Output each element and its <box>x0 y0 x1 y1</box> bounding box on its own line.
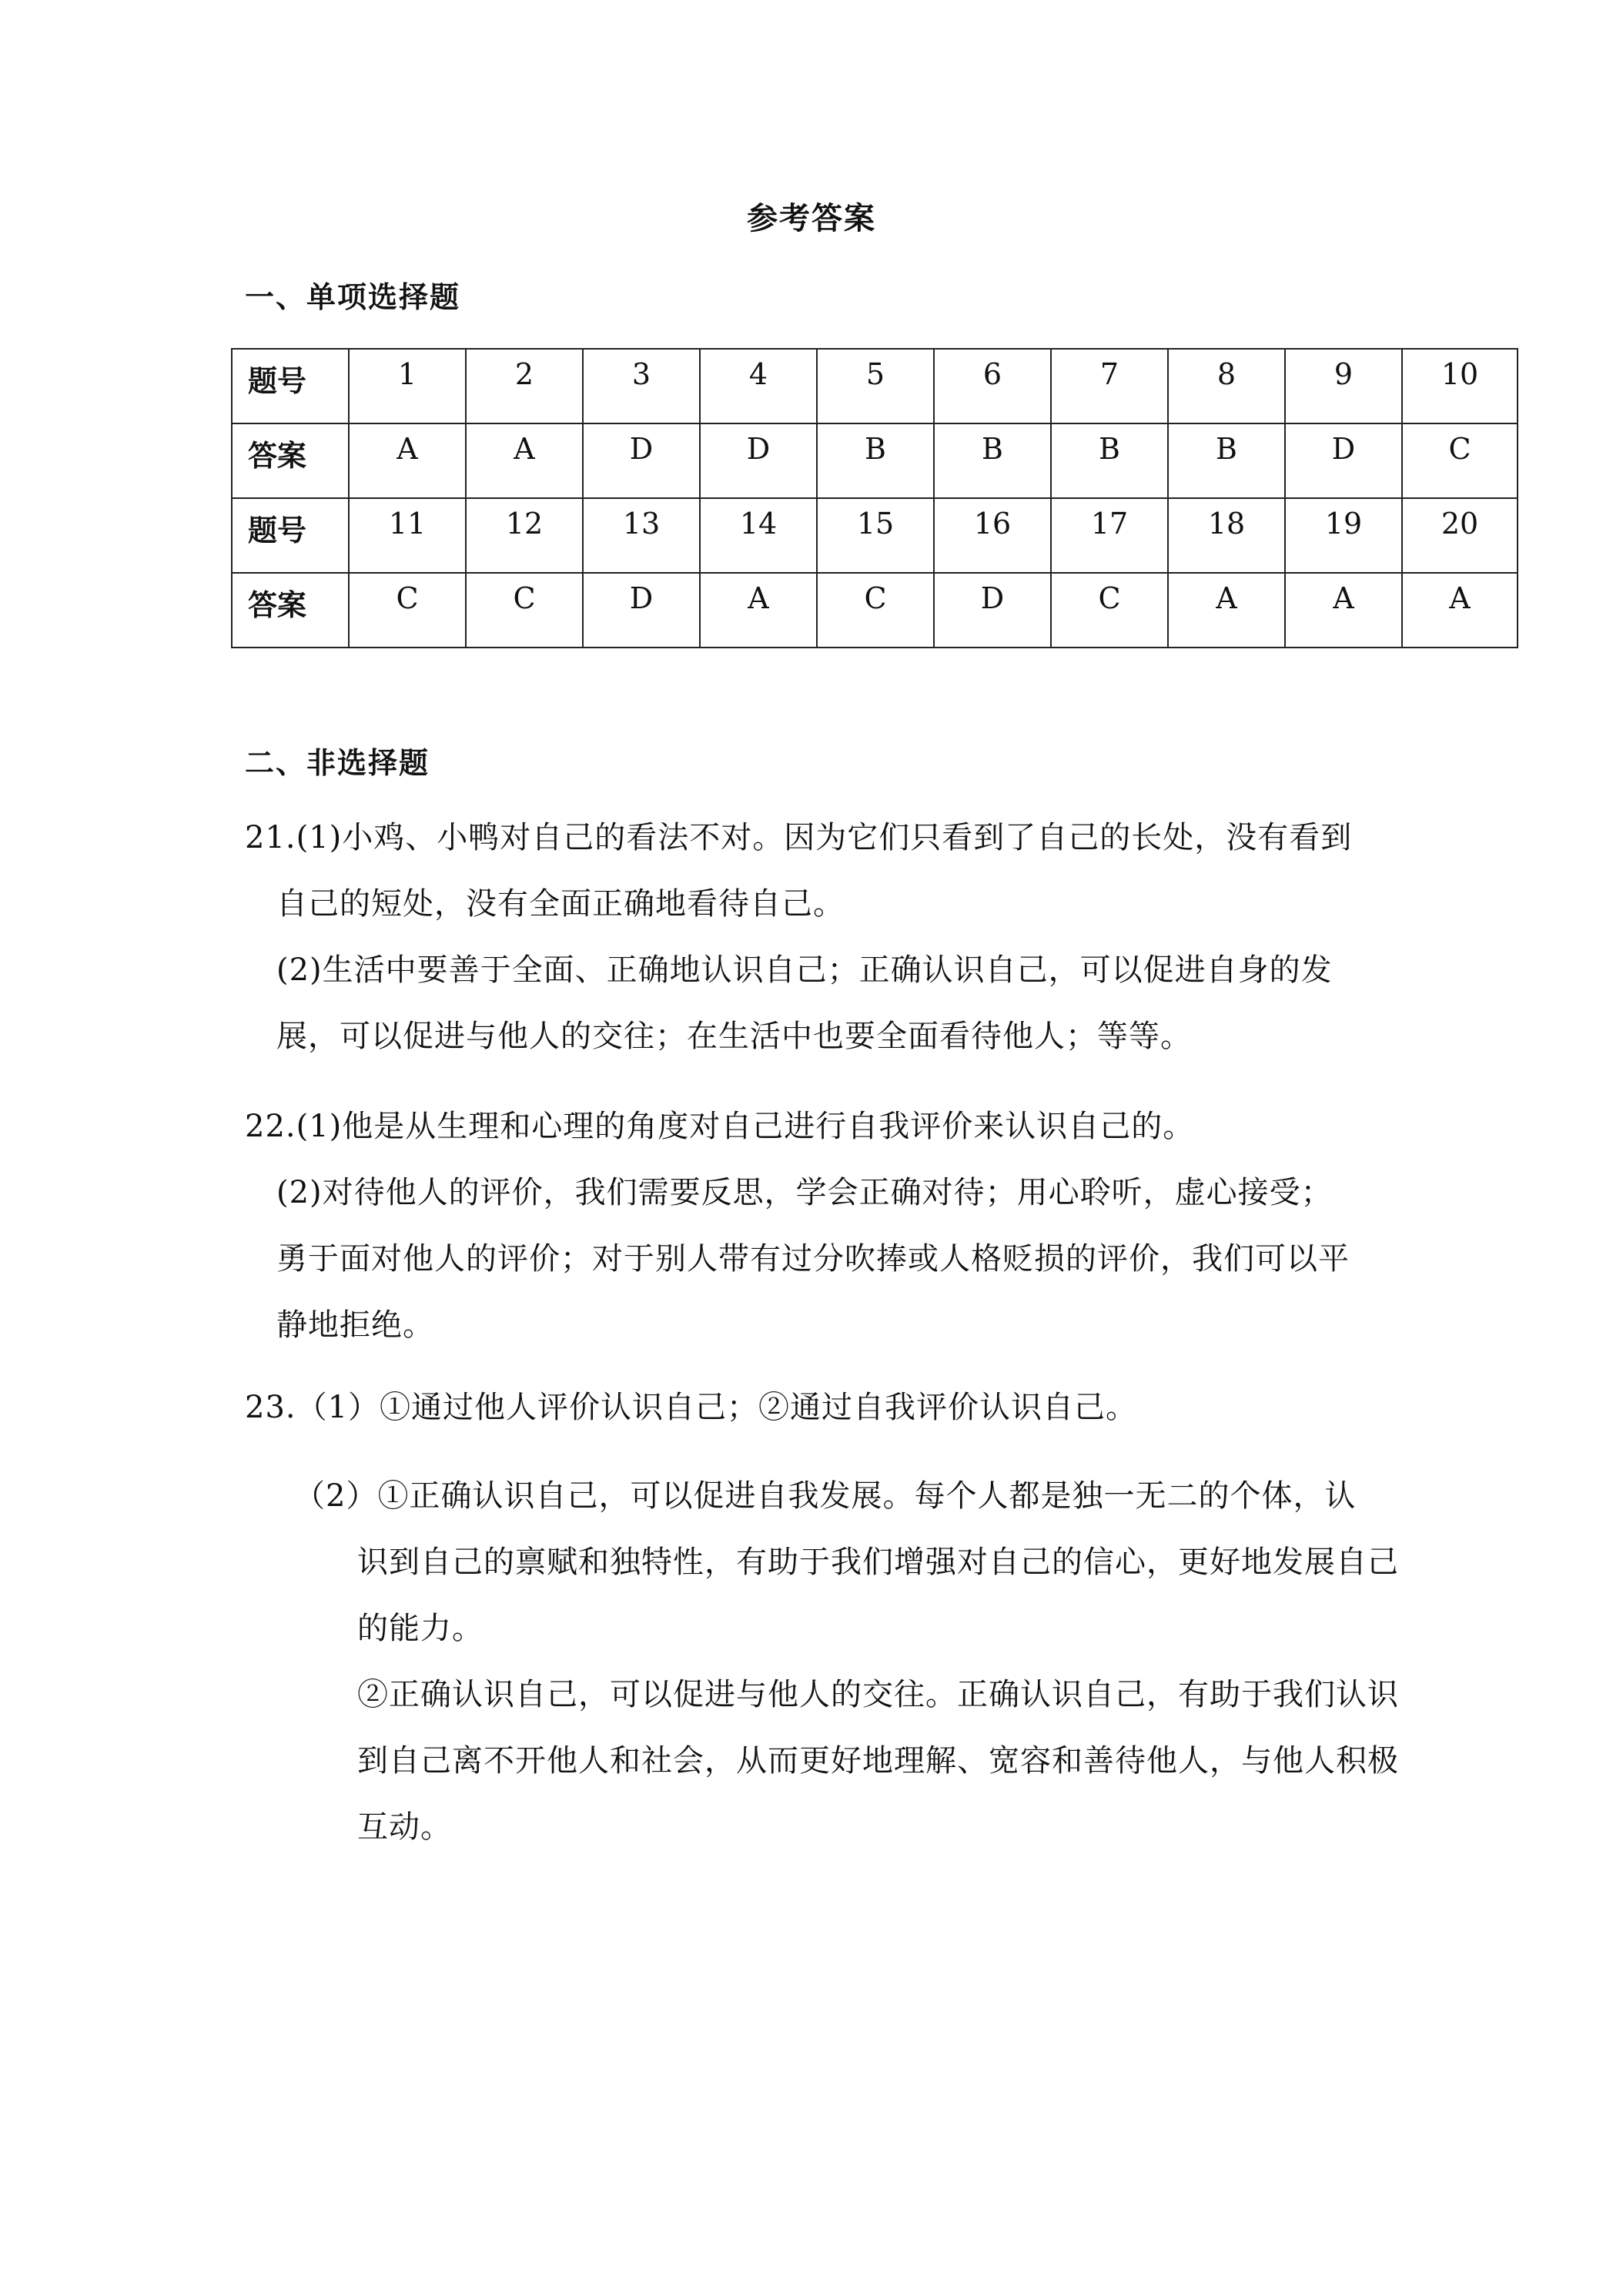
question-number-cell: 14 <box>700 498 817 573</box>
answer-text-line: 识到自己的禀赋和独特性，有助于我们增强对自己的信心，更好地发展自己 <box>294 1545 1399 1580</box>
question-number-cell: 20 <box>1402 498 1518 573</box>
answer-cell: D <box>700 423 817 498</box>
answer-cell: C <box>349 573 466 648</box>
answer-text-line: （2）①正确认识自己，可以促进自我发展。每个人都是独一无二的个体，认 <box>294 1478 1357 1514</box>
answer-cell: B <box>1168 423 1285 498</box>
answer-text-line: 展，可以促进与他人的交往；在生活中也要全面看待他人；等等。 <box>245 1019 1192 1054</box>
answer-text-line: 23.（1）①通过他人评价认识自己；②通过自我评价认识自己。 <box>245 1390 1138 1425</box>
row-label-question-number: 题号 <box>232 349 349 423</box>
question-21-answer <box>245 805 1352 1069</box>
answer-text-line: (2)生活中要善于全面、正确地认识自己；正确认识自己，可以促进自身的发 <box>245 952 1333 988</box>
answer-text-line: 互动。 <box>294 1809 452 1845</box>
answer-cell: B <box>817 423 934 498</box>
question-number-cell: 10 <box>1402 349 1518 423</box>
answer-text-line: 22.(1)他是从生理和心理的角度对自己进行自我评价来认识自己的。 <box>245 1109 1195 1144</box>
table-row-question-numbers <box>232 349 1518 423</box>
question-number-cell: 13 <box>583 498 700 573</box>
question-23-part1-answer <box>245 1374 1137 1441</box>
question-number-cell: 16 <box>934 498 1051 573</box>
question-number-cell: 1 <box>349 349 466 423</box>
page-title: 参考答案 <box>747 201 876 236</box>
answer-cell: D <box>583 423 700 498</box>
question-number-cell: 4 <box>700 349 817 423</box>
answer-cell: C <box>1402 423 1518 498</box>
row-label-question-number: 题号 <box>232 498 349 573</box>
answer-cell: C <box>466 573 583 648</box>
question-number-cell: 6 <box>934 349 1051 423</box>
answer-cell: D <box>1285 423 1402 498</box>
question-23-part2-answer <box>294 1463 1399 1860</box>
question-22-answer <box>245 1093 1350 1358</box>
answer-text-line: ②正确认识自己，可以促进与他人的交往。正确认识自己，有助于我们认识 <box>294 1677 1399 1712</box>
question-number-cell: 2 <box>466 349 583 423</box>
question-number-cell: 19 <box>1285 498 1402 573</box>
answer-text-line: 勇于面对他人的评价；对于别人带有过分吹捧或人格贬损的评价，我们可以平 <box>245 1241 1350 1277</box>
answer-text-line: 的能力。 <box>294 1611 484 1646</box>
section-heading-single-choice: 一、单项选择题 <box>245 280 461 314</box>
question-number-cell: 3 <box>583 349 700 423</box>
question-number-cell: 15 <box>817 498 934 573</box>
answer-cell: D <box>934 573 1051 648</box>
answer-cell: A <box>349 423 466 498</box>
answer-text-line: 静地拒绝。 <box>245 1307 434 1343</box>
answer-cell: B <box>934 423 1051 498</box>
question-number-cell: 17 <box>1051 498 1168 573</box>
question-number-cell: 11 <box>349 498 466 573</box>
table-row-answers <box>232 423 1518 498</box>
answer-cell: A <box>1168 573 1285 648</box>
question-number-cell: 9 <box>1285 349 1402 423</box>
answer-table-body <box>232 349 1518 648</box>
row-label-answer: 答案 <box>232 573 349 648</box>
table-row-question-numbers <box>232 498 1518 573</box>
answer-cell: B <box>1051 423 1168 498</box>
answer-cell: C <box>817 573 934 648</box>
answer-cell: A <box>466 423 583 498</box>
question-number-cell: 7 <box>1051 349 1168 423</box>
table-row-answers <box>232 573 1518 648</box>
answer-text-line: (2)对待他人的评价，我们需要反思，学会正确对待；用心聆听，虚心接受； <box>245 1175 1333 1210</box>
answer-cell: C <box>1051 573 1168 648</box>
answer-text-line: 自己的短处，没有全面正确地看待自己。 <box>245 886 845 922</box>
answer-text-line: 21.(1)小鸡、小鸭对自己的看法不对。因为它们只看到了自己的长处，没有看到 <box>245 820 1353 855</box>
question-number-cell: 18 <box>1168 498 1285 573</box>
question-number-cell: 5 <box>817 349 934 423</box>
question-number-cell: 8 <box>1168 349 1285 423</box>
answer-cell: A <box>1285 573 1402 648</box>
question-number-cell: 12 <box>466 498 583 573</box>
answer-table <box>231 348 1518 648</box>
answer-cell: A <box>1402 573 1518 648</box>
section-heading-non-choice: 二、非选择题 <box>245 746 430 780</box>
answer-text-line: 到自己离不开他人和社会，从而更好地理解、宽容和善待他人，与他人积极 <box>294 1743 1399 1779</box>
row-label-answer: 答案 <box>232 423 349 498</box>
answer-cell: A <box>700 573 817 648</box>
answer-cell: D <box>583 573 700 648</box>
